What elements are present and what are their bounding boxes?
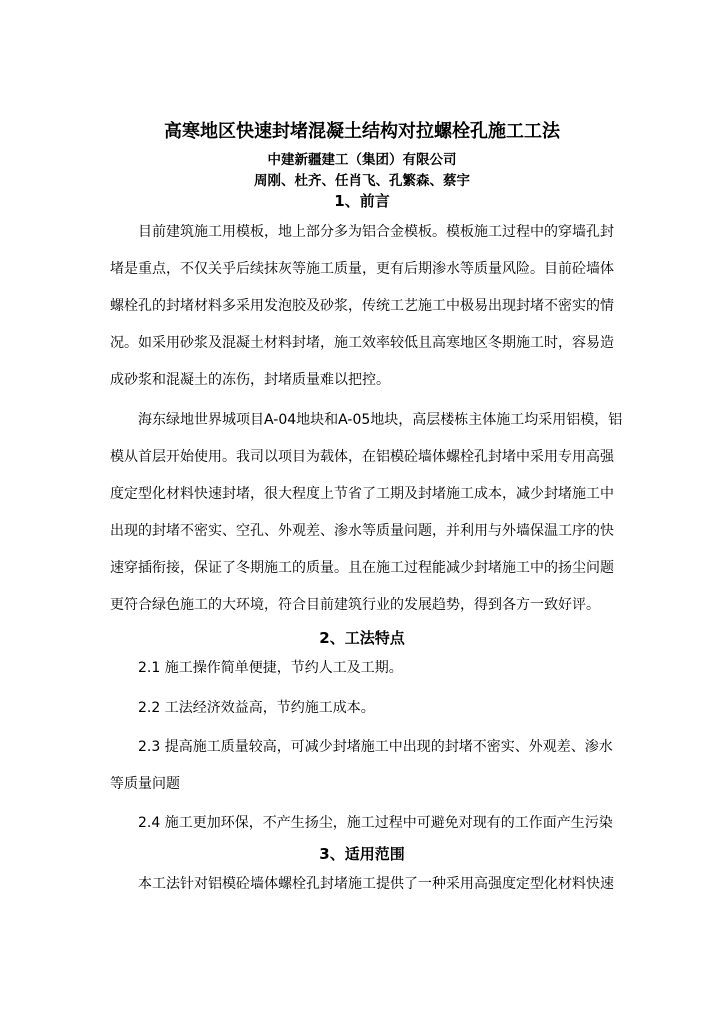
paragraph-line: 况。如采用砂浆及混凝土材料封堵，施工效率较低且高寒地区冬期施工时，容易造 (110, 335, 614, 351)
list-item: 2.2 工法经济效益高，节约施工成本。 (138, 700, 375, 716)
paragraph-line: 海东绿地世界城项目A-04地块和A-05地块，高层楼栋主体施工均采用铝模，铝 (138, 412, 623, 428)
list-item-continuation: 等质量问题 (110, 776, 180, 792)
paragraph-line: 螺栓孔的封堵材料多采用发泡胶及砂浆，传统工艺施工中极易出现封堵不密实的情 (110, 298, 614, 314)
paragraph-line: 度定型化材料快速封堵，很大程度上节省了工期及封堵施工成本，减少封堵施工中 (110, 486, 614, 502)
list-item: 2.4 施工更加环保，不产生扬尘，施工过程中可避免对现有的工作面产生污染 (138, 815, 613, 831)
paragraph-line: 堵是重点，不仅关乎后续抹灰等施工质量，更有后期渗水等质量风险。目前砼墙体 (110, 261, 614, 277)
paragraph-line: 出现的封堵不密实、空孔、外观差、渗水等质量问题，并利用与外墙保温工序的快 (110, 523, 614, 539)
section-heading-scope: 3、适用范围 (319, 845, 405, 863)
section-heading-preface: 1、前言 (334, 192, 390, 210)
company-name: 中建新疆建工（集团）有限公司 (267, 152, 457, 168)
paragraph-line: 本工法针对铝模砼墙体螺栓孔封堵施工提供了一种采用高强度定型化材料快速 (138, 876, 614, 892)
paragraph-line: 速穿插衔接，保证了冬期施工的质量。且在施工过程能减少封堵施工中的扬尘问题 (110, 560, 614, 576)
list-item: 2.3 提高施工质量较高，可减少封堵施工中出现的封堵不密实、外观差、渗水 (138, 739, 613, 755)
paragraph-line: 更符合绿色施工的大环境，符合目前建筑行业的发展趋势，得到各方一致好评。 (110, 597, 600, 613)
list-item: 2.1 施工操作简单便捷，节约人工及工期。 (138, 660, 403, 676)
paragraph-line: 目前建筑施工用模板，地上部分多为铝合金模板。模板施工过程中的穿墙孔封 (138, 224, 614, 240)
section-heading-features: 2、工法特点 (319, 629, 405, 647)
author-list: 周刚、杜齐、任肖飞、孔繁森、蔡宇 (254, 173, 470, 189)
paragraph-line: 成砂浆和混凝土的冻伤，封堵质量难以把控。 (110, 372, 390, 388)
document-title: 高寒地区快速封堵混凝土结构对拉螺栓孔施工工法 (164, 121, 560, 142)
paragraph-line: 模从首层开始使用。我司以项目为载体，在铝模砼墙体螺栓孔封堵中采用专用高强 (110, 449, 614, 465)
